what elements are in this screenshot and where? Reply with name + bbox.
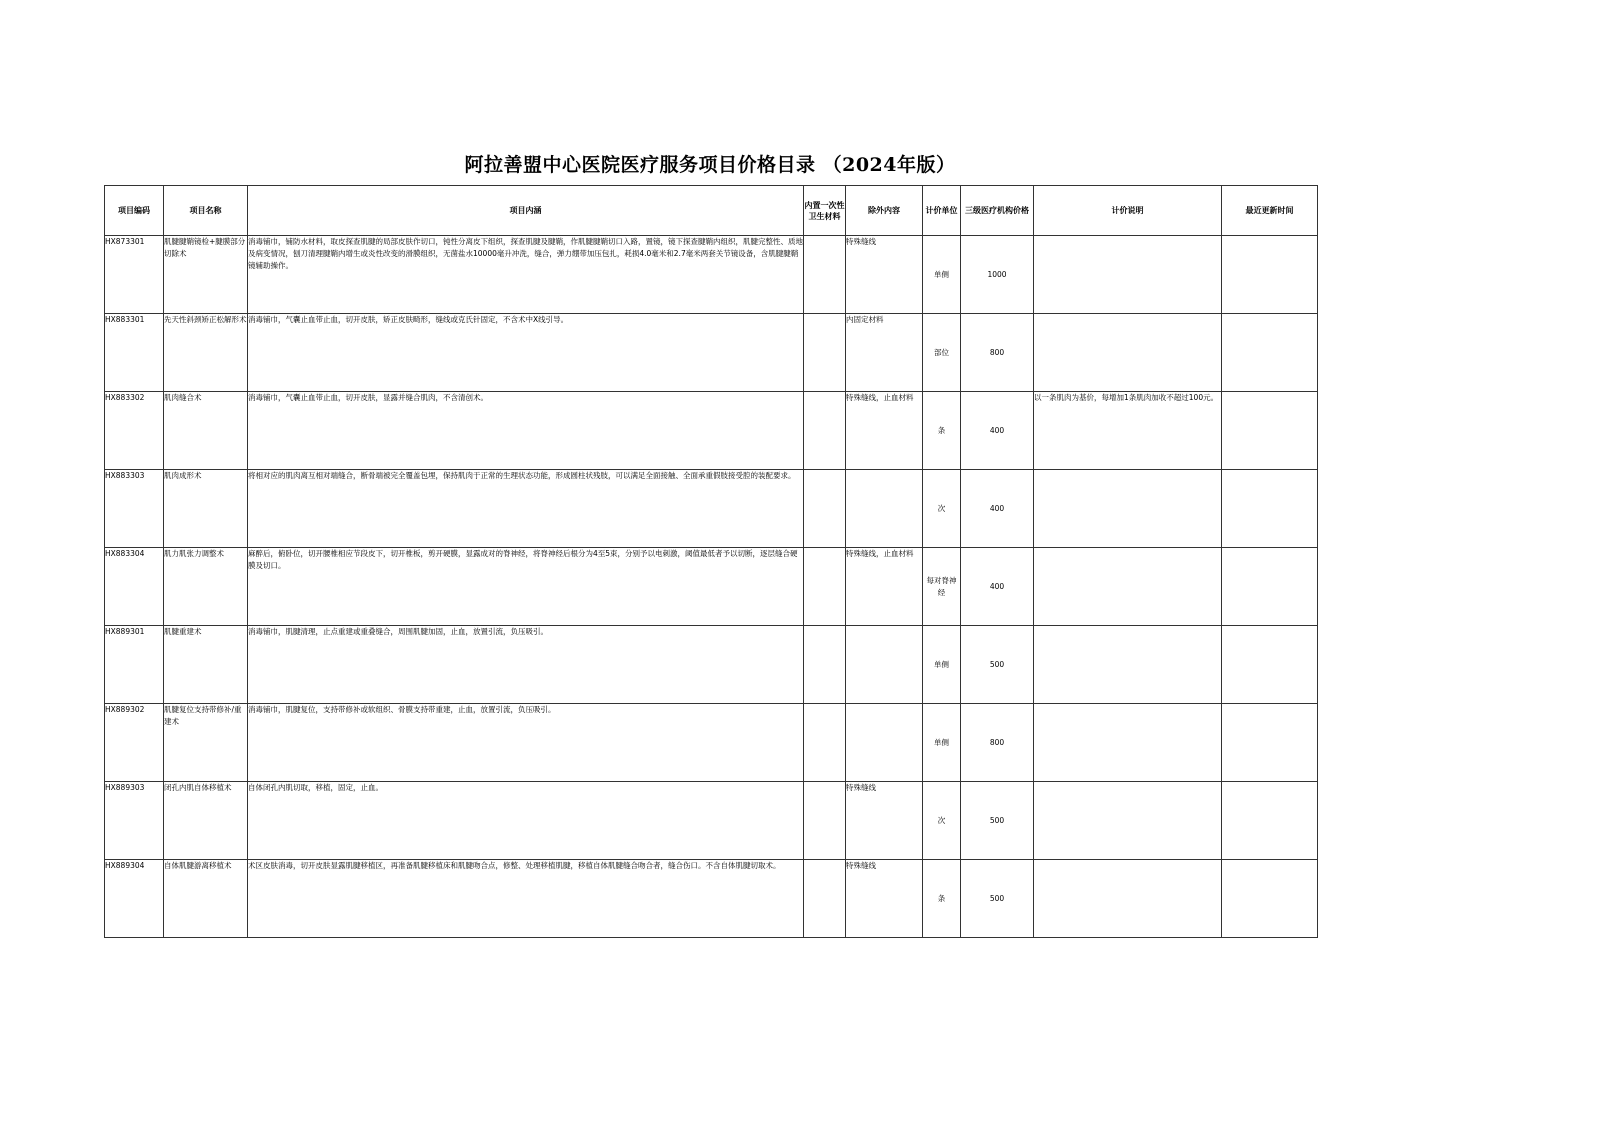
cell-updated <box>1222 626 1318 704</box>
cell-unit: 次 <box>923 782 961 860</box>
cell-consumables <box>804 314 846 392</box>
cell-name: 肌腱复位支持带修补/重建术 <box>164 704 248 782</box>
document-title: 阿拉善盟中心医院医疗服务项目价格目录 （2024年版） <box>464 154 956 176</box>
cell-name: 肌腱重建术 <box>164 626 248 704</box>
cell-unit: 条 <box>923 860 961 938</box>
cell-exclusions: 特殊缝线 <box>846 236 923 314</box>
cell-price: 500 <box>961 860 1034 938</box>
cell-code: HX889301 <box>105 626 164 704</box>
cell-unit: 条 <box>923 392 961 470</box>
cell-consumables <box>804 548 846 626</box>
cell-updated <box>1222 236 1318 314</box>
cell-name: 自体肌腱游离移植术 <box>164 860 248 938</box>
cell-note <box>1034 470 1222 548</box>
cell-code: HX883301 <box>105 314 164 392</box>
cell-consumables <box>804 782 846 860</box>
cell-updated <box>1222 704 1318 782</box>
cell-content: 将相对应的肌肉离互相对端缝合，断骨端被完全覆盖包埋，保持肌肉于正常的生理状态功能，形成圆柱状残肢，可以满足全面接触、全面承重假肢接受腔的装配要求。 <box>248 470 804 548</box>
cell-content: 消毒铺巾，气囊止血带止血，切开皮肤，矫正皮肤畸形，缝线或克氏针固定，不含术中X线引导。 <box>248 314 804 392</box>
price-catalog-table <box>104 185 1318 938</box>
cell-consumables <box>804 626 846 704</box>
cell-price: 500 <box>961 626 1034 704</box>
cell-name: 肌肉成形术 <box>164 470 248 548</box>
cell-note <box>1034 626 1222 704</box>
header-row <box>105 186 1318 236</box>
cell-name: 肌腱腱鞘镜检+腱膜部分切除术 <box>164 236 248 314</box>
cell-note <box>1034 548 1222 626</box>
cell-note <box>1034 860 1222 938</box>
cell-content: 术区皮肤消毒，切开皮肤显露肌腱移植区，再准备肌腱移植床和肌腱吻合点，修整、处理移植肌腱，移植自体肌腱缝合吻合者，缝合伤口。不含自体肌腱切取术。 <box>248 860 804 938</box>
cell-content: 麻醉后，俯卧位，切开腰椎相应节段皮下，切开椎板，剪开硬膜，显露成对的脊神经，将脊神经后根分为4至5束，分别予以电刺激，阈值最低者予以切断，逐层缝合硬膜及切口。 <box>248 548 804 626</box>
cell-content: 消毒铺巾，铺防水材料，取皮探查肌腱的局部皮肤作切口，钝性分离皮下组织，探查肌腱及腱鞘，作肌腱腱鞘切口入路，置镜，镜下探查腱鞘内组织，肌腱完整性、质地及病变情况，刨刀清理腱鞘内增生或炎性改变的滑膜组织，无菌盐水10000毫升冲洗，缝合，弹力绷带加压包扎，耗损4.0毫米和2.7毫米两套关节镜设备，含肌腱腱鞘镜辅助操作。 <box>248 236 804 314</box>
cell-price: 800 <box>961 704 1034 782</box>
cell-price: 500 <box>961 782 1034 860</box>
cell-code: HX889303 <box>105 782 164 860</box>
cell-consumables <box>804 470 846 548</box>
cell-note <box>1034 782 1222 860</box>
cell-name: 肌力肌张力调整术 <box>164 548 248 626</box>
cell-unit: 单侧 <box>923 236 961 314</box>
cell-updated <box>1222 782 1318 860</box>
cell-code: HX883302 <box>105 392 164 470</box>
table-row <box>105 626 1318 704</box>
table-row <box>105 704 1318 782</box>
cell-name: 闭孔内肌自体移植术 <box>164 782 248 860</box>
header-note: 计价说明 <box>1034 186 1222 236</box>
header-consumables: 内置一次性卫生材料 <box>804 186 846 236</box>
header-name: 项目名称 <box>164 186 248 236</box>
header-price: 三级医疗机构价格 <box>961 186 1034 236</box>
cell-consumables <box>804 704 846 782</box>
cell-exclusions <box>846 626 923 704</box>
header-unit: 计价单位 <box>923 186 961 236</box>
cell-content: 消毒铺巾，气囊止血带止血，切开皮肤，显露并缝合肌肉，不含清创术。 <box>248 392 804 470</box>
cell-code: HX889302 <box>105 704 164 782</box>
cell-consumables <box>804 860 846 938</box>
cell-code: HX873301 <box>105 236 164 314</box>
cell-price: 400 <box>961 392 1034 470</box>
cell-note: 以一条肌肉为基价，每增加1条肌肉加收不超过100元。 <box>1034 392 1222 470</box>
table-row <box>105 392 1318 470</box>
cell-unit: 每对脊神经 <box>923 548 961 626</box>
cell-unit: 单侧 <box>923 626 961 704</box>
cell-price: 1000 <box>961 236 1034 314</box>
cell-exclusions: 内固定材料 <box>846 314 923 392</box>
cell-name: 肌肉缝合术 <box>164 392 248 470</box>
table-row <box>105 860 1318 938</box>
cell-exclusions: 特殊缝线 <box>846 860 923 938</box>
cell-name: 先天性斜颈矫正松解形术 <box>164 314 248 392</box>
cell-updated <box>1222 860 1318 938</box>
cell-content: 自体闭孔内肌切取，移植，固定，止血。 <box>248 782 804 860</box>
cell-updated <box>1222 314 1318 392</box>
cell-updated <box>1222 548 1318 626</box>
cell-price: 800 <box>961 314 1034 392</box>
cell-code: HX889304 <box>105 860 164 938</box>
cell-note <box>1034 314 1222 392</box>
header-exclusions: 除外内容 <box>846 186 923 236</box>
header-content: 项目内涵 <box>248 186 804 236</box>
cell-exclusions: 特殊缝线 <box>846 782 923 860</box>
cell-note <box>1034 704 1222 782</box>
table-row <box>105 314 1318 392</box>
table-row <box>105 470 1318 548</box>
cell-updated <box>1222 392 1318 470</box>
cell-note <box>1034 236 1222 314</box>
cell-content: 消毒铺巾，肌腱清理，止点重建或重叠缝合，周围肌腱加固，止血，放置引流，负压吸引。 <box>248 626 804 704</box>
cell-consumables <box>804 392 846 470</box>
cell-price: 400 <box>961 470 1034 548</box>
header-code: 项目编码 <box>105 186 164 236</box>
header-updated: 最近更新时间 <box>1222 186 1318 236</box>
cell-unit: 部位 <box>923 314 961 392</box>
table-row <box>105 782 1318 860</box>
cell-content: 消毒铺巾，肌腱复位，支持带修补或软组织、骨膜支持带重建，止血，放置引流，负压吸引。 <box>248 704 804 782</box>
cell-exclusions <box>846 704 923 782</box>
cell-code: HX883303 <box>105 470 164 548</box>
cell-exclusions: 特殊缝线，止血材料 <box>846 548 923 626</box>
cell-updated <box>1222 470 1318 548</box>
table-row <box>105 236 1318 314</box>
cell-price: 400 <box>961 548 1034 626</box>
cell-exclusions: 特殊缝线，止血材料 <box>846 392 923 470</box>
cell-exclusions <box>846 470 923 548</box>
cell-unit: 单侧 <box>923 704 961 782</box>
cell-unit: 次 <box>923 470 961 548</box>
cell-consumables <box>804 236 846 314</box>
table-row <box>105 548 1318 626</box>
cell-code: HX883304 <box>105 548 164 626</box>
